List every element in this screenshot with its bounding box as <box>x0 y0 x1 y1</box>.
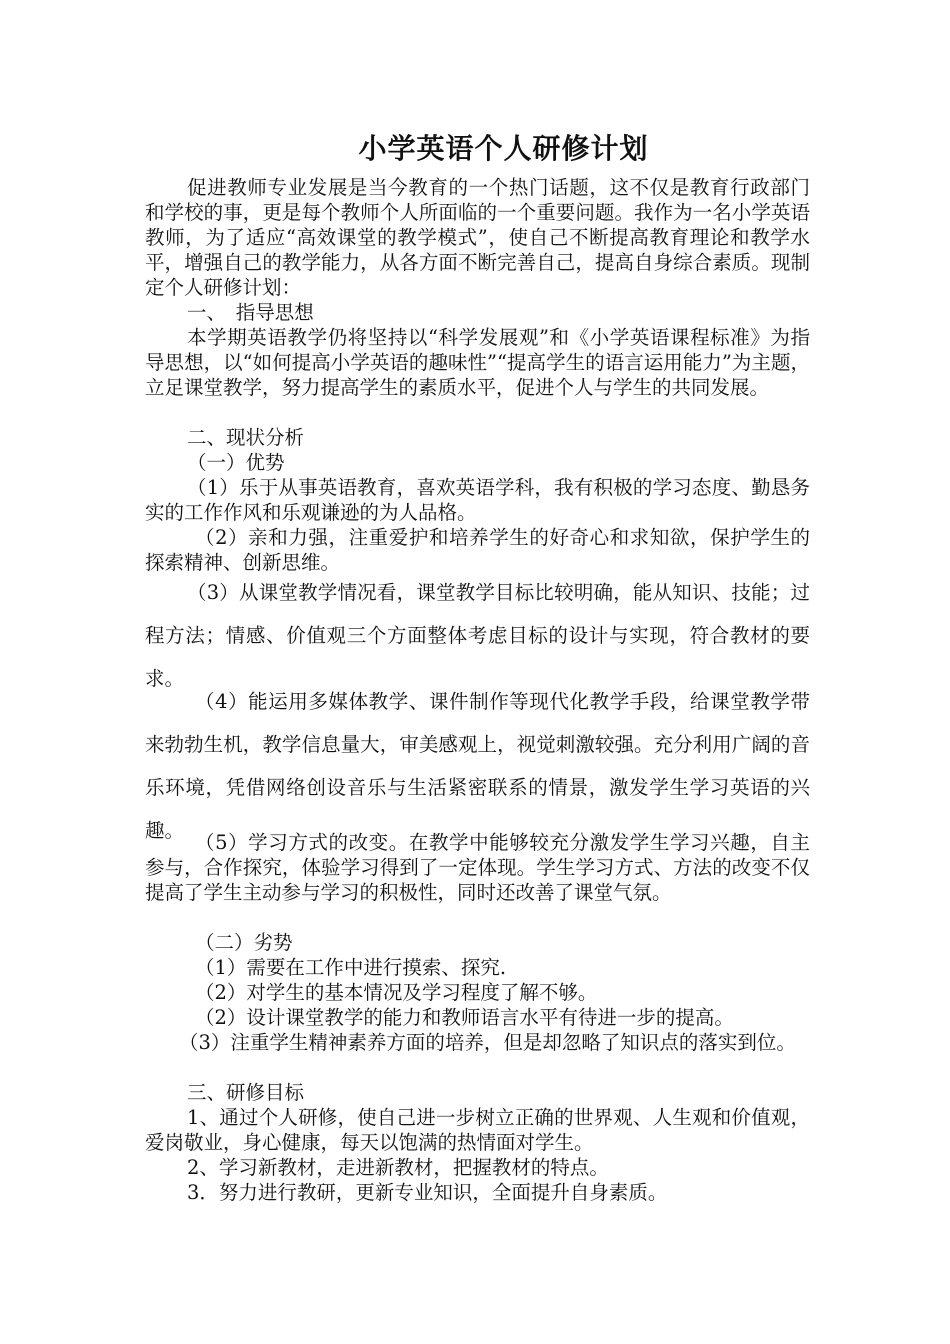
weakness-item-4: （3）注重学生精神素养方面的培养，但是却忽略了知识点的落实到位。 <box>179 1031 796 1054</box>
strength-item-1: （1）乐于从事英语教育，喜欢英语学科，我有积极的学习态度、勤恳务实的工作作风和乐观谦逊的为人品格。 <box>145 476 810 524</box>
strength-item-2: （2）亲和力强，注重爱护和培养学生的好奇心和求知欲，保护学生的探索精神、创新思维。 <box>145 526 810 574</box>
section-heading-guiding-ideology: 一、 指导思想 <box>187 301 314 324</box>
strength-item-5: （5）学习方式的改变。在教学中能够较充分激发学生学习兴趣，自主参与，合作探究，体验学习得到了一定体现。学生学习方式、方法的改变不仅提高了学生主动参与学习的积极性，同时还改善了课堂气氛。 <box>145 831 810 904</box>
guiding-ideology-paragraph: 本学期英语教学仍将坚持以“科学发展观”和《小学英语课程标准》为指导思想，以“如何提高小学英语的趣味性”“提高学生的语言运用能力”为主题，立足课堂教学，努力提高学生的素质水平，促进个人与学生的共同发展。 <box>145 326 810 399</box>
weakness-item-1: （1）需要在工作中进行摸索、探究. <box>195 956 507 979</box>
goal-item-3: 3．努力进行教研，更新专业知识，全面提升自身素质。 <box>187 1181 668 1204</box>
section-heading-status-analysis: 二、现状分析 <box>187 426 305 449</box>
weakness-item-3: （2）设计课堂教学的能力和教师语言水平有待进一步的提高。 <box>195 1006 734 1029</box>
strength-item-4: （4）能运用多媒体教学、课件制作等现代化教学手段，给课堂教学带来勃勃生机，教学信息量大，审美感观上，视觉刺激较强。充分利用广阔的音乐环境，凭借网络创设音乐与生活紧密联系的情景，激发学生学习英语的兴趣。 <box>145 690 810 842</box>
goal-item-2: 2、学习新教材，走进新教材，把握教材的特点。 <box>187 1156 609 1179</box>
intro-paragraph: 促进教师专业发展是当今教育的一个热门话题，这不仅是教育行政部门和学校的事，更是每个教师个人所面临的一个重要问题。我作为一名小学英语教师，为了适应“高效课堂的教学模式”，使自己不断提高教育理论和教学水平，增强自己的教学能力，从各方面不断完善自己，提高自身综合素质。现制定个人研修计划： <box>145 176 810 299</box>
goal-item-1: 1、通过个人研修，使自己进一步树立正确的世界观、人生观和价值观，爱岗敬业，身心健康，每天以饱满的热情面对学生。 <box>145 1106 810 1154</box>
document-title: 小学英语个人研修计划 <box>358 132 649 165</box>
strength-item-3: （3）从课堂教学情况看，课堂教学目标比较明确，能从知识、技能；过程方法；情感、价值观三个方面整体考虑目标的设计与实现，符合教材的要求。 <box>145 581 810 690</box>
weakness-item-2: （2）对学生的基本情况及学习程度了解不够。 <box>195 981 598 1004</box>
subheading-strengths: （一）优势 <box>187 451 285 474</box>
section-heading-research-goals: 三、研修目标 <box>187 1081 305 1104</box>
subheading-weaknesses: （二）劣势 <box>195 931 293 954</box>
